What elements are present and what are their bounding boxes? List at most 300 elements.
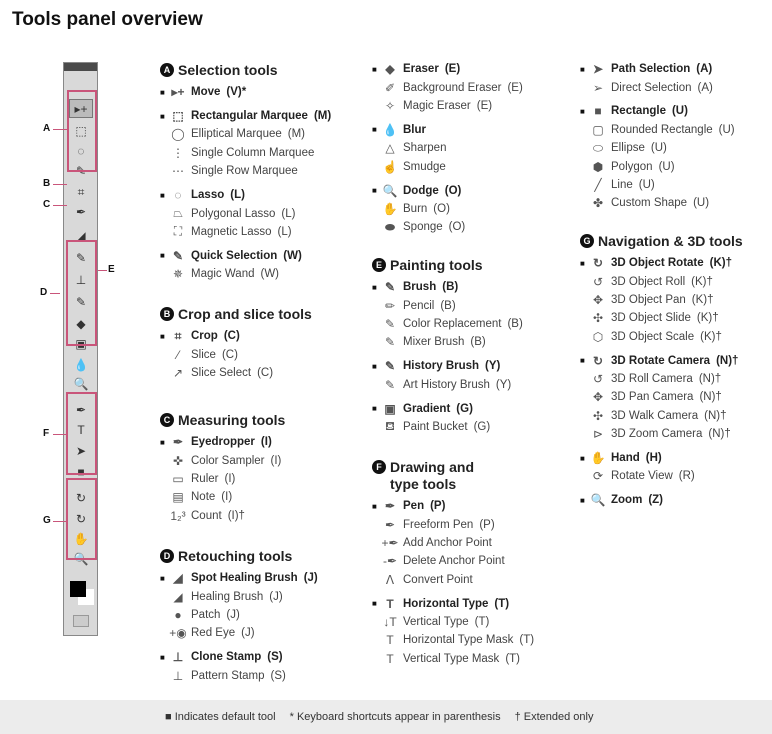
tool-shortcut: (J): [241, 627, 255, 640]
tool-shortcut: (U): [658, 160, 675, 173]
tool-name: Mixer Brush: [403, 336, 465, 349]
toolbar-spot-healing-icon[interactable]: ◢: [76, 229, 86, 243]
tool-item: [372, 278, 523, 296]
tool-shortcut: (I): [270, 454, 282, 467]
tool-item: [160, 345, 312, 363]
paint-bucket-icon: ⛾: [385, 418, 395, 433]
toolbar-rect-marquee-icon[interactable]: ⬚: [75, 124, 87, 138]
toolbar-brush-icon[interactable]: ✎: [75, 251, 87, 265]
tool-name: 3D Object Pan: [611, 293, 686, 306]
tool-item: [372, 571, 534, 589]
default-tool-marker: ■: [372, 599, 377, 609]
tool-item: [160, 107, 331, 125]
eraser-icon: ◆: [385, 62, 395, 77]
tool-name: 3D Rotate Camera: [611, 354, 711, 367]
default-tool-marker: ■: [372, 125, 377, 135]
tool-item: [160, 204, 331, 222]
tool-name: Ruler: [191, 472, 219, 485]
tool-shortcut: (P): [430, 500, 446, 513]
path-selection-icon: ➤: [592, 62, 604, 77]
tool-item: [580, 370, 743, 388]
default-tool-marker: ■: [372, 64, 377, 74]
tool-name: 3D Object Roll: [611, 275, 686, 288]
tool-shortcut: (B): [440, 299, 456, 312]
tool-name: Dodge: [403, 184, 439, 197]
toolbar-group-label: E: [108, 264, 115, 275]
label-leader-line: [53, 434, 67, 435]
tool-item: [372, 357, 523, 375]
lasso-icon: ◌: [174, 188, 182, 203]
tool-shortcut: (K)†: [709, 257, 733, 270]
smudge-icon: ☝: [382, 159, 398, 174]
tool-item: [580, 102, 735, 120]
tool-item: [372, 121, 523, 139]
tool-shortcut: (I): [224, 472, 236, 485]
blur-icon: 💧: [382, 122, 398, 137]
tool-shortcut: (L): [281, 207, 296, 220]
tool-shortcut: (O): [433, 202, 450, 215]
section-title: Navigation & 3D tools: [598, 233, 743, 249]
tool-name: Single Row Marquee: [191, 165, 298, 178]
default-tool-marker: ■: [160, 573, 165, 583]
custom-shape-icon: ✤: [592, 196, 604, 211]
move-icon: ▸+: [171, 85, 185, 100]
3d-object-roll-icon: ↺: [592, 274, 604, 289]
tool-shortcut: (L): [230, 189, 245, 202]
tool-section-c: [160, 412, 285, 530]
toolbar-3d-object-rotate-icon[interactable]: ↻: [75, 491, 87, 505]
tool-section-b: [160, 306, 312, 388]
tool-item: [580, 272, 743, 290]
tool-group-outline: [66, 240, 97, 346]
section-heading: [160, 306, 312, 323]
tool-name: Blur: [403, 123, 426, 136]
pen-icon: ✒: [384, 499, 396, 514]
tool-shortcut: (B): [442, 281, 459, 294]
tool-group: [580, 102, 735, 212]
tool-name: History Brush: [403, 360, 480, 373]
tool-name: Healing Brush: [191, 590, 264, 603]
red-eye-icon: +◉: [169, 626, 187, 641]
tool-name: Horizontal Type Mask: [403, 634, 514, 647]
tool-group: [372, 594, 534, 668]
tool-name: Spot Healing Brush: [191, 572, 298, 585]
tool-name: Slice: [191, 348, 216, 361]
tool-shortcut: (A): [696, 63, 713, 76]
3d-roll-camera-icon: ↺: [592, 372, 604, 387]
tool-item: [580, 60, 735, 78]
default-tool-marker: ■: [372, 404, 377, 414]
column-marquee-icon: ⋮: [172, 145, 184, 160]
3d-object-scale-icon: ⬡: [592, 329, 604, 344]
tool-shortcut: (H): [645, 452, 662, 465]
sharpen-icon: △: [385, 141, 395, 156]
zoom-icon: 🔍: [590, 493, 606, 508]
tool-name: Color Replacement: [403, 317, 502, 330]
default-tool-marker: ■: [580, 64, 585, 74]
clone-stamp-icon: ⊥: [172, 650, 184, 665]
tool-item: [372, 534, 534, 552]
eyedropper-icon: ✒: [172, 435, 184, 450]
tool-group: [372, 399, 523, 436]
slice-select-icon: ↗: [172, 365, 184, 380]
tool-group: [160, 327, 312, 382]
tool-name: Art History Brush: [403, 378, 490, 391]
tool-name: Background Eraser: [403, 81, 502, 94]
freeform-pen-icon: ✒: [384, 517, 396, 532]
ellipse-icon: ⬭: [592, 140, 604, 155]
tool-name: 3D Walk Camera: [611, 409, 699, 422]
slice-icon: ⁄: [176, 347, 179, 362]
toolbar-group-label: D: [40, 287, 48, 298]
default-tool-marker: ■: [580, 106, 585, 116]
shortcut-note: * Keyboard shortcuts appear in parenthesis: [289, 711, 501, 723]
tool-name: 3D Pan Camera: [611, 391, 694, 404]
tool-shortcut: (O): [448, 221, 466, 234]
section-heading: [580, 233, 743, 250]
section-title: Crop and slice tools: [178, 306, 312, 322]
toolbar-crop-icon[interactable]: ⌗: [77, 185, 85, 199]
tool-shortcut: (U): [650, 142, 667, 155]
extended-note: † Extended only: [514, 711, 594, 723]
tool-shortcut: (E): [476, 99, 493, 112]
toolbar-move-icon[interactable]: ▸+: [69, 99, 93, 118]
tool-item: [160, 624, 318, 642]
tool-shortcut: (M): [313, 110, 332, 123]
tool-item: [372, 200, 523, 218]
tool-shortcut: (K)†: [691, 275, 713, 288]
tool-shortcut: (R): [678, 470, 695, 483]
toolbar-group-label: B: [43, 178, 51, 189]
tool-shortcut: (U): [671, 105, 688, 118]
toolbar-dodge-icon[interactable]: 🔍: [73, 377, 89, 391]
note-icon: ▤: [172, 490, 184, 505]
tool-shortcut: (C): [223, 330, 240, 343]
3d-object-pan-icon: ✥: [592, 292, 604, 307]
section-title: Retouching tools: [178, 548, 293, 564]
horizontal-type-icon: T: [386, 596, 394, 611]
tool-item: [372, 613, 534, 631]
tool-item: [372, 515, 534, 533]
tool-shortcut: (W): [283, 249, 302, 262]
default-tool-marker: ■: [160, 437, 165, 447]
magic-eraser-icon: ✧: [384, 98, 396, 113]
toolbar-eyedropper-icon[interactable]: ✒: [75, 205, 87, 219]
tool-name: Rectangular Marquee: [191, 110, 308, 123]
tool-item: [580, 328, 743, 346]
section-letter-badge: A: [160, 63, 174, 77]
tool-item: [160, 223, 331, 241]
tool-group: [372, 278, 523, 352]
tool-name: Zoom: [611, 494, 643, 507]
toolbar-lasso-icon[interactable]: ◌: [77, 144, 85, 158]
tool-name: Polygon: [611, 160, 653, 173]
tool-name: Note: [191, 491, 216, 504]
tool-section-f: [372, 459, 534, 674]
tool-shortcut: (W): [260, 268, 280, 281]
default-tool-marker: ■: [160, 652, 165, 662]
tool-name: 3D Object Slide: [611, 312, 691, 325]
gradient-icon: ▣: [384, 401, 396, 416]
label-leader-line: [53, 129, 67, 130]
tool-shortcut: (Y): [485, 360, 501, 373]
toolbar-clone-stamp-icon[interactable]: ⊥: [75, 273, 87, 287]
art-history-brush-icon: ✎: [384, 377, 396, 392]
toolbar-gradient-icon[interactable]: ▣: [75, 337, 87, 351]
tool-name: Rotate View: [611, 470, 673, 483]
tool-shortcut: (T): [494, 597, 510, 610]
polygonal-lasso-icon: ⏢: [173, 206, 183, 221]
tool-shortcut: (U): [693, 197, 710, 210]
default-tool-marker: ■: [580, 258, 585, 268]
color-sampler-icon: ✜: [172, 453, 184, 468]
color-replacement-icon: ✎: [384, 316, 396, 331]
tool-group: [580, 491, 743, 509]
pencil-icon: ✏: [384, 298, 396, 313]
tools-panel-header[interactable]: [64, 63, 97, 71]
tool-group-outline: [66, 478, 97, 560]
tool-item: [160, 507, 285, 525]
default-tool-marker: ■: [580, 453, 585, 463]
tool-name: Burn: [403, 202, 428, 215]
sponge-icon: ⬬: [384, 219, 396, 234]
quick-selection-icon: ✎: [172, 248, 184, 263]
tool-shortcut: (A): [697, 81, 713, 94]
page-title: Tools panel overview: [12, 9, 203, 30]
tool-name: Move: [191, 86, 221, 99]
tool-group: [372, 121, 523, 176]
tool-shortcut: (T): [505, 652, 520, 665]
tool-item: [580, 139, 735, 157]
tool-name: Sharpen: [403, 142, 447, 155]
tool-shortcut: (B): [470, 336, 486, 349]
tool-name: 3D Object Scale: [611, 330, 695, 343]
add-anchor-icon: +✒: [381, 535, 399, 550]
toolbar-rectangle-icon[interactable]: ■: [77, 465, 85, 479]
ruler-icon: ▭: [172, 471, 184, 486]
tool-name: Polygonal Lasso: [191, 207, 276, 220]
vertical-type-icon: ↓T: [383, 615, 397, 630]
tool-item: [160, 666, 318, 684]
tool-item: [580, 388, 743, 406]
tool-shortcut: (G): [456, 402, 473, 415]
tool-item: [372, 60, 523, 78]
tool-item: [372, 594, 534, 612]
tool-shortcut: (K)†: [691, 293, 714, 306]
tool-item: [580, 467, 743, 485]
tool-name: Magnetic Lasso: [191, 225, 272, 238]
line-icon: ╱: [594, 178, 602, 193]
tool-section-g: [580, 233, 743, 515]
tool-group: [580, 60, 735, 97]
tool-group: [160, 648, 318, 685]
tool-item: [160, 186, 331, 204]
tool-name: Single Column Marquee: [191, 146, 315, 159]
tool-item: [160, 648, 318, 666]
tool-shortcut: (N)†: [716, 354, 739, 367]
tool-item: [160, 569, 318, 587]
tool-item: [372, 218, 523, 236]
tool-item: [580, 254, 743, 272]
tool-shortcut: (B): [507, 317, 523, 330]
toolbar-blur-icon[interactable]: 💧: [73, 358, 89, 372]
tool-name: Magic Eraser: [403, 99, 471, 112]
quick-mask-button[interactable]: [73, 615, 89, 627]
tool-group: [160, 433, 285, 525]
tool-item: [160, 364, 312, 382]
tool-name: Magic Wand: [191, 268, 255, 281]
section-letter-badge: G: [580, 234, 594, 248]
tool-section-e: [372, 257, 523, 442]
tool-shortcut: (T): [474, 616, 490, 629]
tool-item: [372, 497, 534, 515]
tool-name: Slice Select: [191, 366, 252, 379]
tool-shortcut: (I): [260, 436, 272, 449]
default-tool-marker: ■: [372, 361, 377, 371]
section-heading: [372, 257, 523, 274]
section-title: Drawing and type tools: [390, 459, 475, 492]
horizontal-type-mask-icon: T: [386, 633, 394, 648]
default-tool-marker: ■: [372, 501, 377, 511]
tool-item: [372, 181, 523, 199]
delete-anchor-icon: -✒: [382, 554, 398, 569]
tool-item: [580, 194, 735, 212]
tool-name: Sponge: [403, 221, 443, 234]
toolbar-horizontal-type-icon[interactable]: T: [77, 423, 85, 437]
toolbar-path-selection-icon[interactable]: ➤: [75, 444, 87, 458]
tool-group: [160, 83, 331, 101]
count-icon: 1₂³: [170, 508, 186, 523]
history-brush-icon: ✎: [384, 359, 396, 374]
toolbar-quick-selection-icon[interactable]: ✎: [75, 164, 87, 178]
tool-name: 3D Zoom Camera: [611, 428, 703, 441]
toolbar-group-label: F: [43, 428, 50, 439]
tool-section: [580, 60, 735, 218]
tool-shortcut: (N)†: [699, 391, 722, 404]
tool-name: Horizontal Type: [403, 597, 489, 610]
tool-item: [160, 327, 312, 345]
tool-name: Pattern Stamp: [191, 669, 265, 682]
tool-name: Rectangle: [611, 105, 666, 118]
tool-name: Custom Shape: [611, 197, 688, 210]
tool-shortcut: (K)†: [696, 312, 719, 325]
patch-icon: ●: [174, 607, 182, 622]
default-tool-marker: ■: [160, 111, 165, 121]
rectangle-icon: ■: [594, 104, 602, 119]
crop-icon: ⌗: [174, 328, 182, 343]
tool-name: Patch: [191, 608, 221, 621]
default-tool-marker: ■: [160, 251, 165, 261]
tool-group: [372, 181, 523, 236]
tool-name: Smudge: [403, 160, 446, 173]
tool-item: [372, 650, 534, 668]
tool-shortcut: (U): [638, 179, 655, 192]
rounded-rectangle-icon: ▢: [592, 122, 604, 137]
tool-name: Line: [611, 179, 633, 192]
tool-group: [160, 247, 331, 284]
section-heading: [160, 548, 318, 565]
tool-name: Direct Selection: [611, 81, 692, 94]
tool-item: [372, 315, 523, 333]
section-title: Selection tools: [178, 62, 278, 78]
3d-object-slide-icon: ✣: [592, 311, 604, 326]
tool-item: [160, 587, 318, 605]
tool-name: Red Eye: [191, 627, 236, 640]
label-leader-line: [98, 270, 107, 271]
tool-item: [160, 606, 318, 624]
3d-walk-camera-icon: ✣: [592, 408, 604, 423]
hand-icon: ✋: [590, 451, 606, 466]
toolbar-history-brush-icon[interactable]: ✎: [75, 295, 87, 309]
tool-shortcut: (L): [277, 225, 292, 238]
tool-item: [580, 491, 743, 509]
label-leader-line: [53, 205, 67, 206]
tool-group: [580, 351, 743, 443]
section-letter-badge: E: [372, 258, 386, 272]
convert-point-icon: ᐱ: [385, 572, 395, 587]
label-leader-line: [53, 184, 67, 185]
tool-item: [160, 162, 331, 180]
tool-item: [372, 418, 523, 436]
default-tool-marker: ■: [160, 190, 165, 200]
tool-shortcut: (M): [287, 128, 306, 141]
tool-item: [160, 247, 331, 265]
tool-section: [372, 60, 523, 242]
tool-name: Freeform Pen: [403, 518, 474, 531]
section-title: Painting tools: [390, 257, 483, 273]
tool-name: Pen: [403, 500, 425, 513]
tool-shortcut: (V)*: [226, 86, 247, 99]
brush-icon: ✎: [384, 280, 396, 295]
toolbar-3d-rotate-camera-icon[interactable]: ↻: [75, 512, 87, 526]
default-tool-marker: ■: [372, 282, 377, 292]
3d-zoom-camera-icon: ⊳: [592, 427, 604, 442]
tool-group: [372, 357, 523, 394]
tool-group: [372, 497, 534, 589]
toolbar-pen-icon[interactable]: ✒: [75, 403, 87, 417]
tool-section-a: [160, 62, 331, 289]
label-leader-line: [50, 293, 60, 294]
section-heading: [160, 62, 331, 79]
vertical-type-mask-icon: T: [386, 651, 394, 666]
tool-group: [580, 254, 743, 346]
ellipse-marquee-icon: ◯: [171, 127, 185, 142]
tool-shortcut: (P): [479, 518, 495, 531]
foreground-color-swatch[interactable]: [70, 581, 86, 597]
tool-shortcut: (O): [444, 184, 462, 197]
default-tool-note: ■ Indicates default tool: [165, 711, 276, 723]
tool-name: Brush: [403, 281, 437, 294]
default-tool-marker: ■: [372, 186, 377, 196]
tool-name: Vertical Type: [403, 616, 469, 629]
toolbar-zoom-icon[interactable]: 🔍: [73, 552, 89, 566]
tool-item: [580, 425, 743, 443]
tool-name: Color Sampler: [191, 454, 265, 467]
tool-name: Pencil: [403, 299, 435, 312]
tool-shortcut: (J): [269, 590, 283, 603]
tool-item: [372, 333, 523, 351]
section-letter-badge: D: [160, 549, 174, 563]
default-tool-marker: ■: [160, 331, 165, 341]
tool-item: [580, 407, 743, 425]
tool-shortcut: (N)†: [704, 409, 727, 422]
tool-item: [372, 97, 523, 115]
section-letter-badge: B: [160, 307, 174, 321]
tool-name: Rounded Rectangle: [611, 123, 713, 136]
magic-wand-icon: ✵: [172, 267, 184, 282]
toolbar-hand-icon[interactable]: ✋: [73, 532, 89, 546]
toolbar-eraser-icon[interactable]: ◆: [76, 317, 86, 331]
